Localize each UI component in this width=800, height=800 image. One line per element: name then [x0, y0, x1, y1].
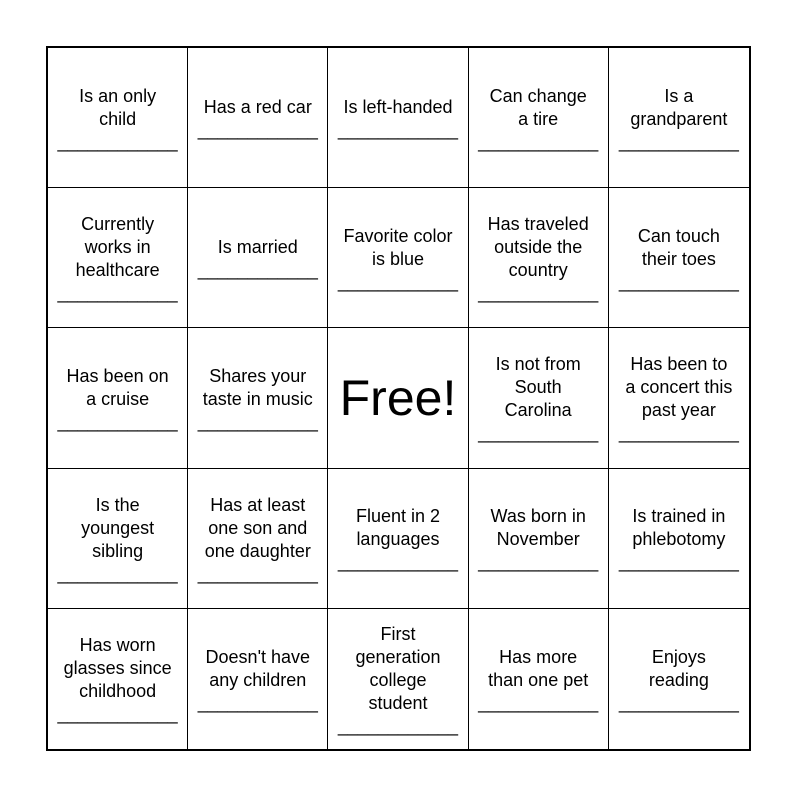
- bingo-cell[interactable]: [328, 48, 468, 188]
- cell-prompt: Has at least one son and one daughter: [204, 494, 311, 561]
- bingo-cell[interactable]: [188, 48, 328, 188]
- cell-prompt: Favorite color is blue: [343, 225, 453, 269]
- cell-prompt: Is not from South Carolina: [495, 354, 581, 421]
- bingo-cell[interactable]: [328, 609, 468, 749]
- signature-line: ____________: [478, 552, 599, 573]
- cell-prompt: Has been on a cruise: [66, 365, 169, 409]
- signature-line: ____________: [478, 131, 599, 152]
- bingo-cell[interactable]: [48, 48, 188, 188]
- signature-line: ____________: [197, 260, 318, 281]
- cell-prompt: Fluent in 2 languages: [355, 506, 441, 550]
- bingo-cell[interactable]: [609, 328, 749, 468]
- signature-line: ____________: [618, 131, 739, 152]
- cell-prompt: Was born in November: [490, 506, 586, 550]
- cell-prompt: Is trained in phlebotomy: [632, 506, 726, 550]
- bingo-cell[interactable]: [469, 609, 609, 749]
- bingo-cell[interactable]: [469, 469, 609, 609]
- bingo-cell[interactable]: [188, 469, 328, 609]
- free-space-cell: [328, 328, 468, 468]
- signature-line: ____________: [57, 704, 178, 725]
- signature-line: ____________: [57, 283, 178, 304]
- signature-line: ____________: [197, 563, 318, 584]
- cell-prompt: Enjoys reading: [648, 646, 709, 690]
- signature-line: ____________: [197, 120, 318, 141]
- signature-line: ____________: [197, 411, 318, 432]
- bingo-cell[interactable]: [328, 188, 468, 328]
- cell-prompt: Has more than one pet: [488, 646, 589, 690]
- bingo-cell[interactable]: [48, 188, 188, 328]
- signature-line: ____________: [478, 283, 599, 304]
- signature-line: ____________: [478, 423, 599, 444]
- bingo-cell[interactable]: [469, 188, 609, 328]
- signature-line: ____________: [618, 423, 739, 444]
- bingo-cell[interactable]: [188, 609, 328, 749]
- signature-line: ____________: [337, 271, 459, 292]
- signature-line: ____________: [478, 692, 599, 713]
- cell-prompt: Has a red car: [203, 97, 312, 118]
- cell-prompt: Shares your taste in music: [202, 365, 313, 409]
- signature-line: ____________: [57, 563, 178, 584]
- cell-prompt: Is an only child: [79, 85, 157, 129]
- bingo-board: [46, 46, 751, 751]
- signature-line: ____________: [618, 692, 739, 713]
- cell-prompt: Has worn glasses since childhood: [63, 635, 172, 702]
- cell-prompt: First generation college student: [355, 623, 441, 713]
- cell-prompt: Can change a tire: [489, 85, 587, 129]
- cell-prompt: Is left-handed: [343, 97, 453, 118]
- cell-prompt: Currently works in healthcare: [75, 214, 160, 281]
- bingo-cell[interactable]: [48, 328, 188, 468]
- bingo-cell[interactable]: [188, 188, 328, 328]
- bingo-cell[interactable]: [469, 48, 609, 188]
- signature-line: ____________: [57, 131, 178, 152]
- signature-line: ____________: [618, 552, 739, 573]
- signature-line: ____________: [337, 715, 459, 736]
- bingo-cell[interactable]: [609, 188, 749, 328]
- signature-line: ____________: [197, 692, 318, 713]
- cell-prompt: Has traveled outside the country: [487, 214, 589, 281]
- free-space-label: Free!: [339, 369, 457, 426]
- cell-prompt: Is married: [217, 237, 298, 258]
- signature-line: ____________: [337, 120, 459, 141]
- bingo-cell[interactable]: [609, 48, 749, 188]
- cell-prompt: Has been to a concert this past year: [625, 354, 733, 421]
- cell-prompt: Is the youngest sibling: [81, 494, 155, 561]
- signature-line: ____________: [618, 271, 739, 292]
- bingo-cell[interactable]: [469, 328, 609, 468]
- bingo-cell[interactable]: [48, 469, 188, 609]
- cell-prompt: Doesn't have any children: [205, 646, 311, 690]
- bingo-cell[interactable]: [48, 609, 188, 749]
- bingo-cell[interactable]: [609, 469, 749, 609]
- bingo-cell[interactable]: [609, 609, 749, 749]
- signature-line: ____________: [337, 552, 459, 573]
- cell-prompt: Can touch their toes: [637, 225, 720, 269]
- signature-line: ____________: [57, 411, 178, 432]
- bingo-cell[interactable]: [328, 469, 468, 609]
- bingo-cell[interactable]: [188, 328, 328, 468]
- cell-prompt: Is a grandparent: [630, 85, 728, 129]
